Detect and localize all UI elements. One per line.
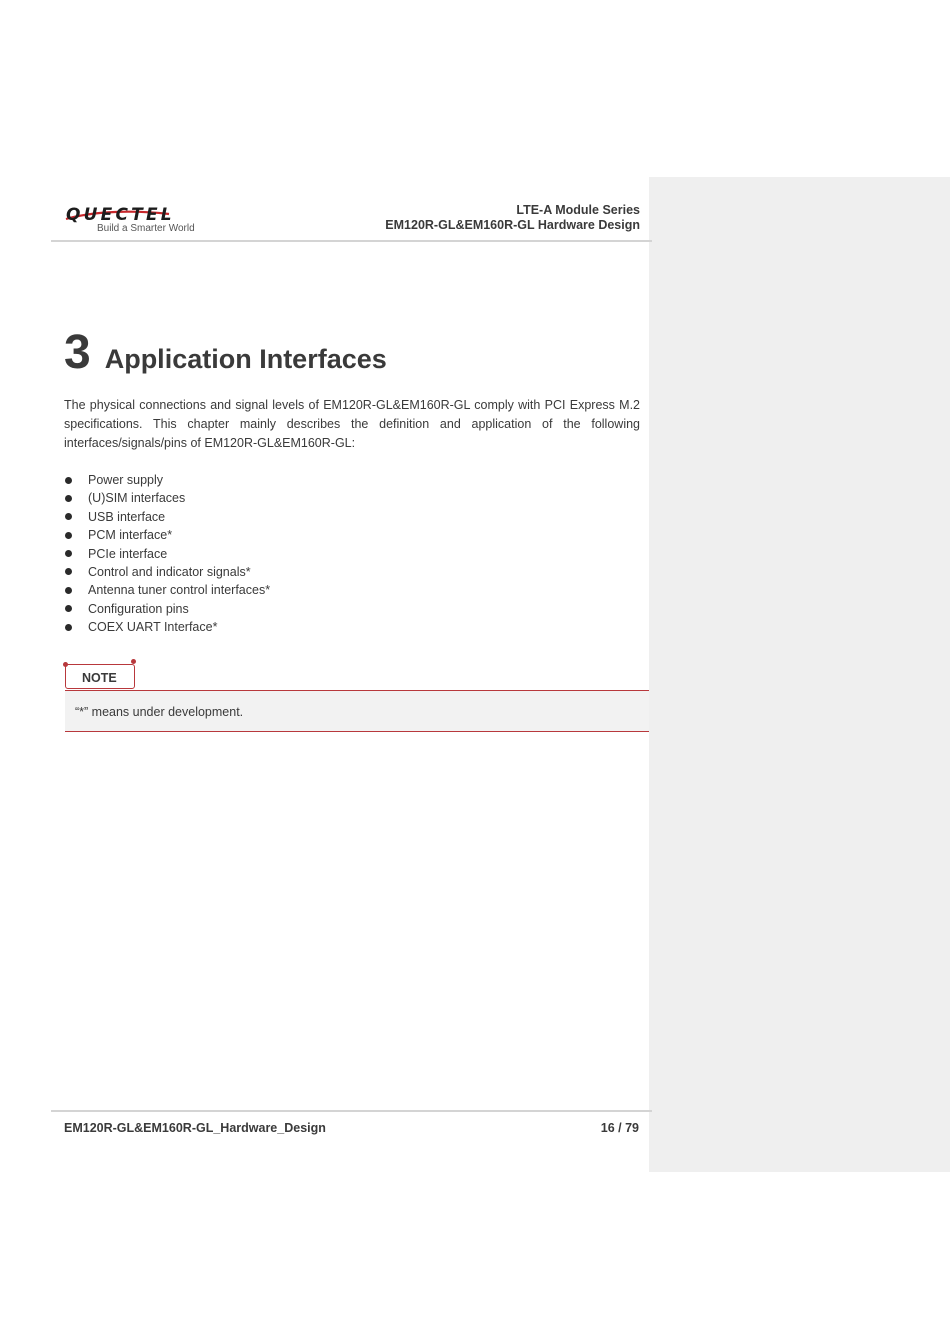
- running-header: [385, 203, 640, 233]
- list-item: (U)SIM interfaces: [64, 489, 270, 507]
- bullet-icon: [65, 624, 72, 631]
- list-item: Configuration pins: [64, 600, 270, 618]
- note-text: “*” means under development.: [75, 705, 244, 719]
- footer-document-name: EM120R-GL&EM160R-GL_Hardware_Design: [64, 1121, 326, 1135]
- chapter-title: Application Interfaces: [104, 344, 387, 374]
- list-item: PCIe interface: [64, 545, 270, 563]
- note-pin-icon: [131, 659, 136, 664]
- bullet-icon: [65, 550, 72, 557]
- bullet-icon: [65, 477, 72, 484]
- quectel-logo: [64, 205, 224, 237]
- note-pin-icon: [63, 662, 68, 667]
- svg-text:QUECTEL: QUECTEL: [66, 205, 175, 223]
- chapter-number: 3: [64, 326, 91, 379]
- footer-divider: [51, 1110, 652, 1112]
- logo-tagline: Build a Smarter World: [97, 223, 195, 234]
- bullet-icon: [65, 532, 72, 539]
- list-item: PCM interface*: [64, 526, 270, 544]
- series-label: LTE-A Module Series: [516, 203, 640, 217]
- list-item: Control and indicator signals*: [64, 563, 270, 581]
- bullet-icon: [65, 513, 72, 520]
- intro-paragraph: The physical connections and signal levels of EM120R-GL&EM160R-GL comply with PCI Express M.2 specifications. This chapter mainly describes the definition and application of the following interfaces/signals/pins of EM120R-GL&EM160R-GL:: [64, 398, 640, 450]
- list-item: Power supply: [64, 471, 270, 489]
- bullet-icon: [65, 605, 72, 612]
- page-number: 16 / 79: [600, 1121, 639, 1135]
- comment-pane: [649, 177, 950, 1172]
- bullet-icon: [65, 495, 72, 502]
- bullet-icon: [65, 587, 72, 594]
- header-divider: [51, 240, 652, 242]
- interface-list: [64, 471, 270, 637]
- note-label: NOTE: [82, 671, 117, 685]
- note-box: [65, 690, 649, 732]
- list-item: Antenna tuner control interfaces*: [64, 581, 270, 599]
- chapter-heading: [64, 325, 387, 380]
- bullet-icon: [65, 568, 72, 575]
- list-item: USB interface: [64, 508, 270, 526]
- document-title: EM120R-GL&EM160R-GL Hardware Design: [385, 218, 640, 232]
- note-tab: [65, 664, 135, 689]
- list-item: COEX UART Interface*: [64, 618, 270, 636]
